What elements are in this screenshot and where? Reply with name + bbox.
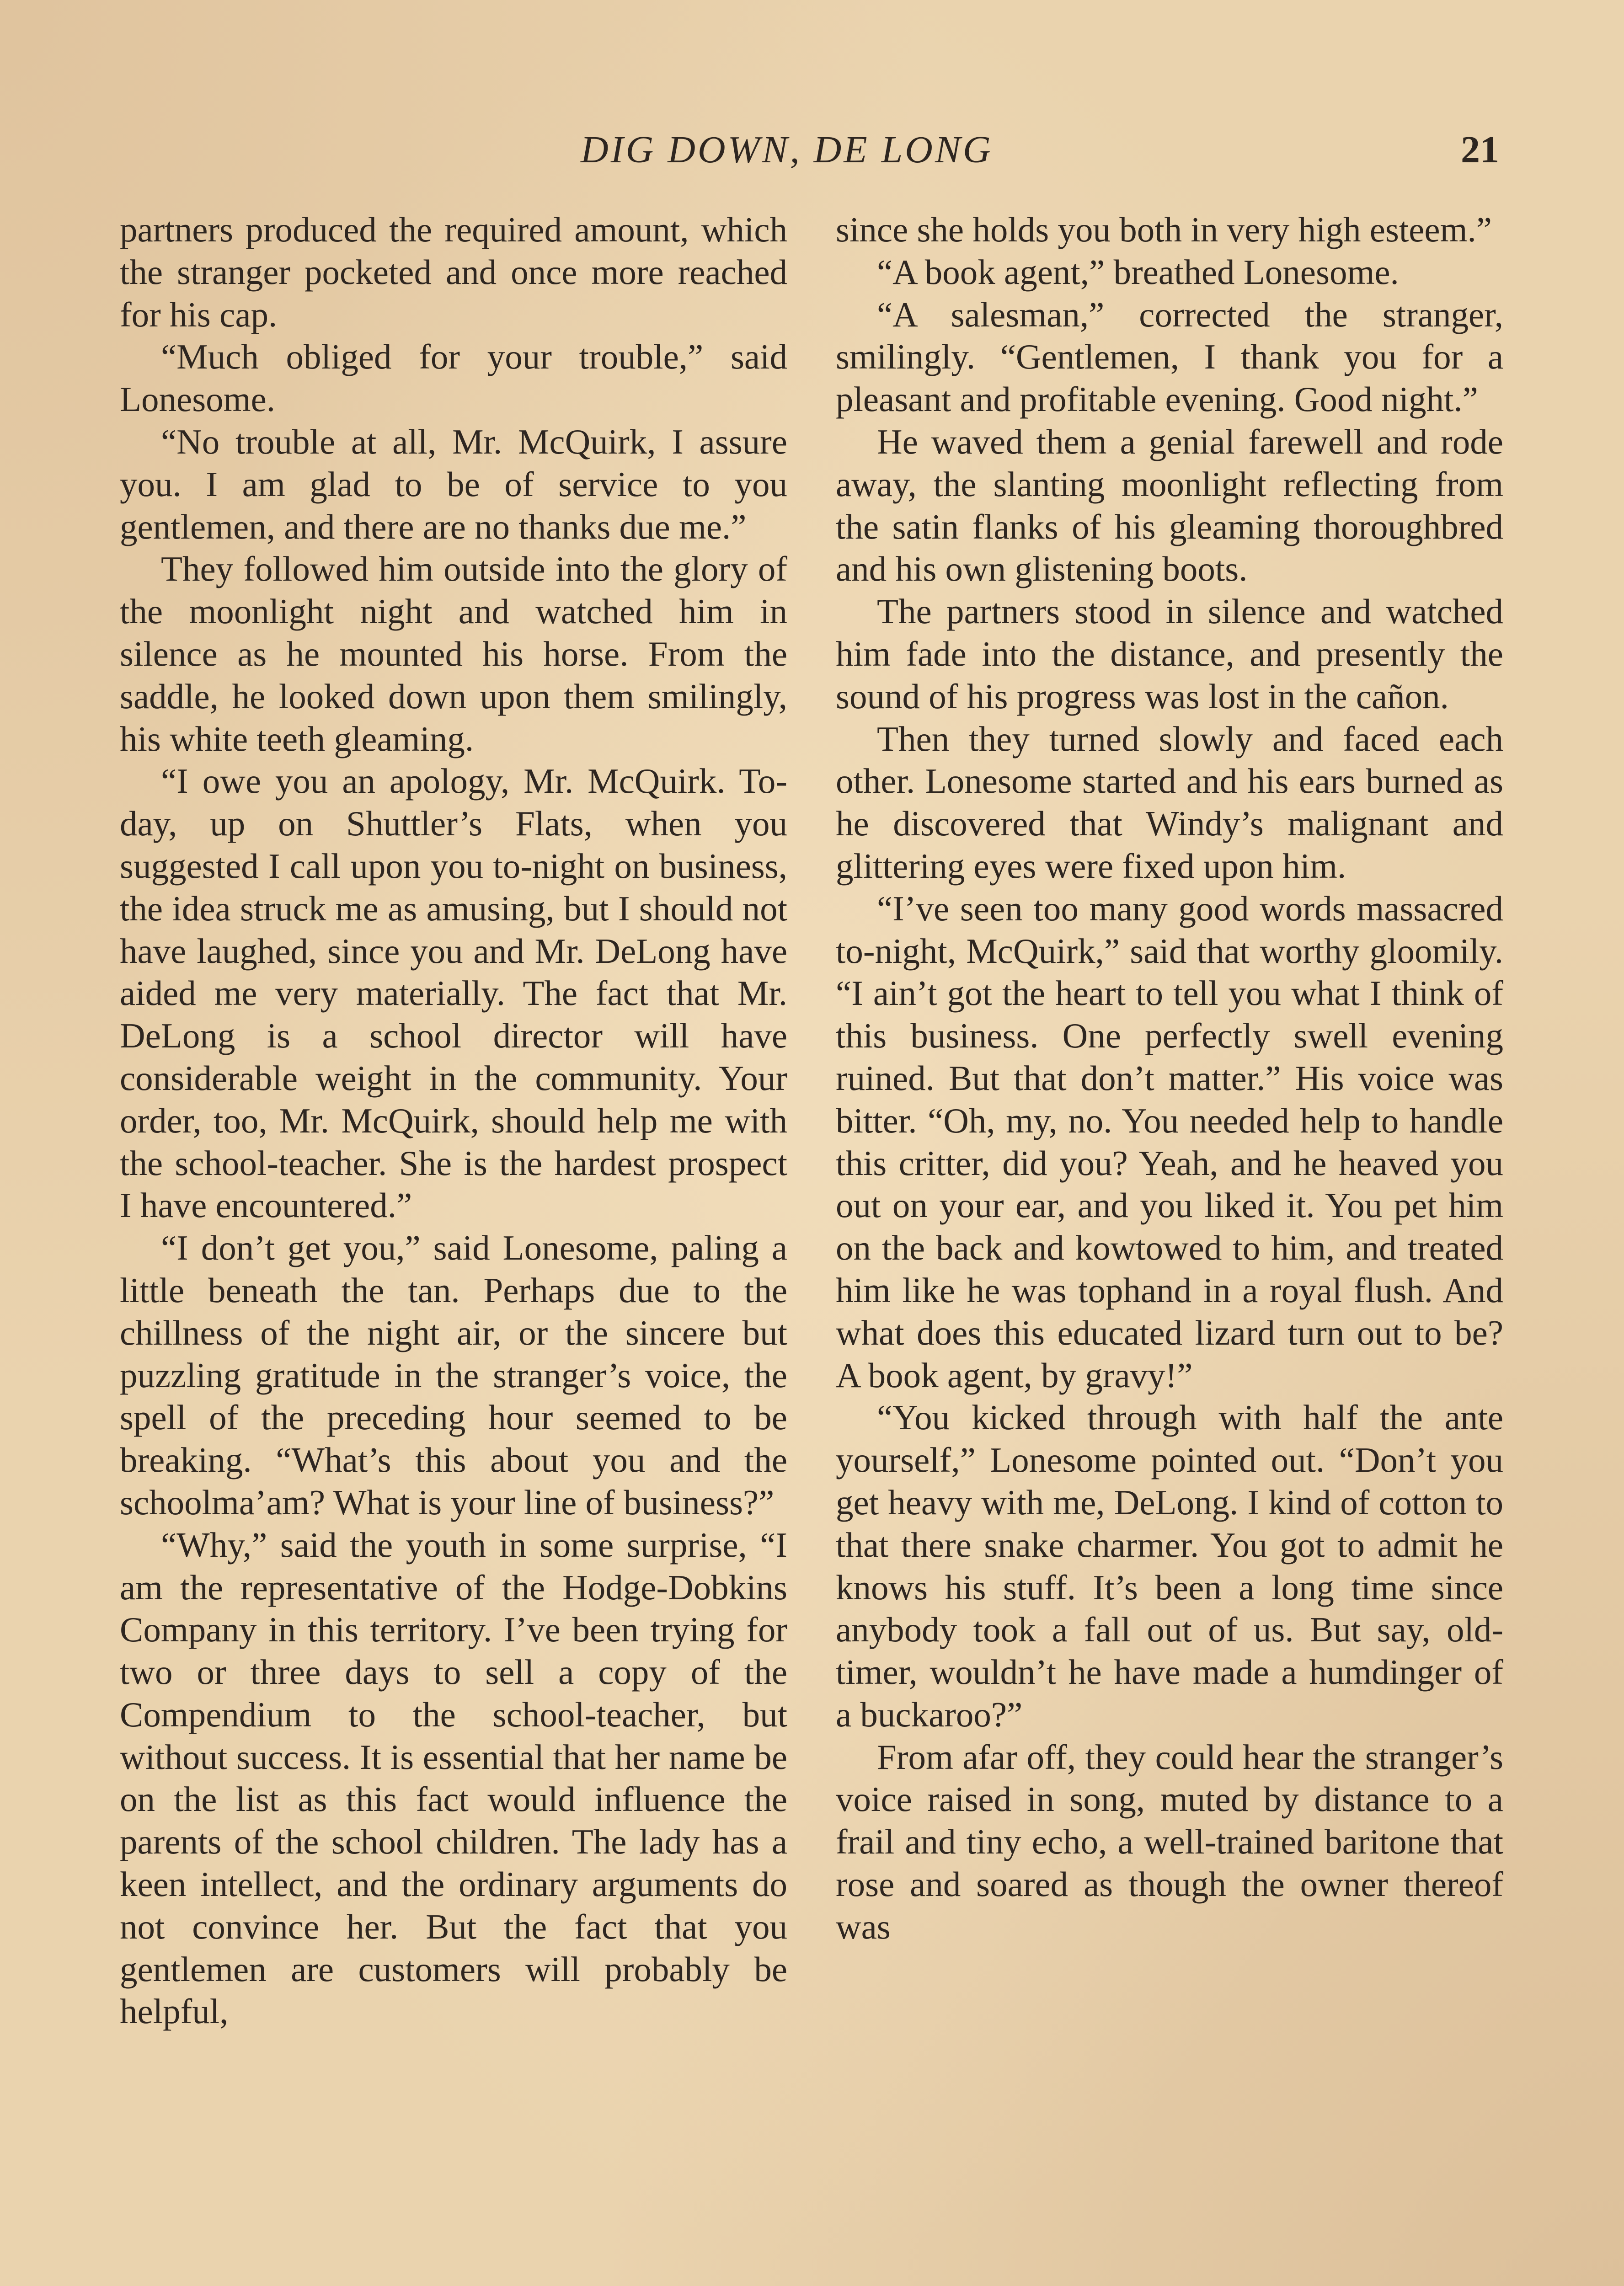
paragraph: “I don’t get you,” said Lonesome, paling a little beneath the tan. Perhaps due to the chillness of the night air, or the sincere but puzzling gratitude in the stranger’s voice, the spell of the preceding hour seemed to be breaking. “What’s this about you and the schoolma’am? What is your line of business?” <box>120 1228 787 1522</box>
paragraph: “Much obliged for your trouble,” said Lonesome. <box>120 337 787 419</box>
paragraph: since she holds you both in very high esteem.” <box>836 210 1492 249</box>
paragraph: “Why,” said the youth in some surprise, “I am the representative of the Hodge-Dobkins Company in this territory. I’ve been trying for two or three days to sell a copy of the Compendium to the school-teacher, but without success. It is essential that her name be on the list as this fact would influence the parents of the school children. The lady has a keen intellect, and the ordinary arguments do not convince her. But the fact that you gentlemen are customers will probably be helpful, <box>120 1525 787 2031</box>
page-number: 21 <box>1461 128 1499 171</box>
paragraph: They followed him outside into the glory of the moonlight night and watched him in silence as he mounted his horse. From the saddle, he looked down upon them smilingly, his white teeth gleaming. <box>120 549 787 758</box>
paragraph: From afar off, they could hear the stranger’s voice raised in song, muted by distance to a frail and tiny echo, a well-trained baritone that rose and soared as though the owner thereof was <box>836 1737 1503 1946</box>
paragraph: “A book agent,” breathed Lonesome. <box>877 252 1399 292</box>
paragraph: “No trouble at all, Mr. McQuirk, I assure you. I am glad to be of service to you gentlemen, and there are no thanks due me.” <box>120 422 787 546</box>
paragraph: partners produced the required amount, which the stranger pocketed and once more reached for his cap. <box>120 210 787 334</box>
paragraph: “I’ve seen too many good words massacred to-night, McQuirk,” said that worthy gloomily. “I ain’t got the heart to tell you what I think of this business. One perfectly swell evening ruined. But that don’t matter.” His voice was bitter. “Oh, my, no. You needed help to handle this critter, did you? Yeah, and he heaved you out on your ear, and you liked it. You pet him on the back and kowtowed to him, and treated him like he was tophand in a royal flush. And what does this educated lizard turn out to be? A book agent, by gravy!” <box>836 888 1503 1395</box>
text-column-left <box>120 208 787 2033</box>
paragraph: “I owe you an apology, Mr. McQuirk. To-day, up on Shuttler’s Flats, when you suggested I call upon you to-night on business, the idea struck me as amusing, but I should not have laughed, since you and Mr. DeLong have aided me very materially. The fact that Mr. DeLong is a school director will have considerable weight in the community. Your order, too, Mr. McQuirk, should help me with the school-teacher. She is the hardest prospect I have encountered.” <box>120 761 787 1225</box>
running-title: DIG DOWN, DE LONG <box>581 128 993 171</box>
paragraph: “You kicked through with half the ante yourself,” Lonesome pointed out. “Don’t you get heavy with me, DeLong. I kind of cotton to that there snake charmer. You got to admit he knows his stuff. It’s been a long time since anybody took a fall out of us. But say, old-timer, wouldn’t he have made a humdinger of a buckaroo?” <box>836 1398 1503 1734</box>
text-column-right <box>836 208 1503 1948</box>
paragraph: Then they turned slowly and faced each other. Lonesome started and his ears burned as he discovered that Windy’s malignant and glittering eyes were fixed upon him. <box>836 719 1503 886</box>
paragraph: The partners stood in silence and watched him fade into the distance, and presently the sound of his progress was lost in the cañon. <box>836 592 1503 716</box>
running-head <box>0 123 1624 182</box>
paragraph: “A salesman,” corrected the stranger, smilingly. “Gentlemen, I thank you for a pleasant and profitable evening. Good night.” <box>836 294 1503 419</box>
paragraph: He waved them a genial farewell and rode away, the slanting moonlight reflecting from the satin flanks of his gleaming thoroughbred and his own glistening boots. <box>836 422 1503 589</box>
